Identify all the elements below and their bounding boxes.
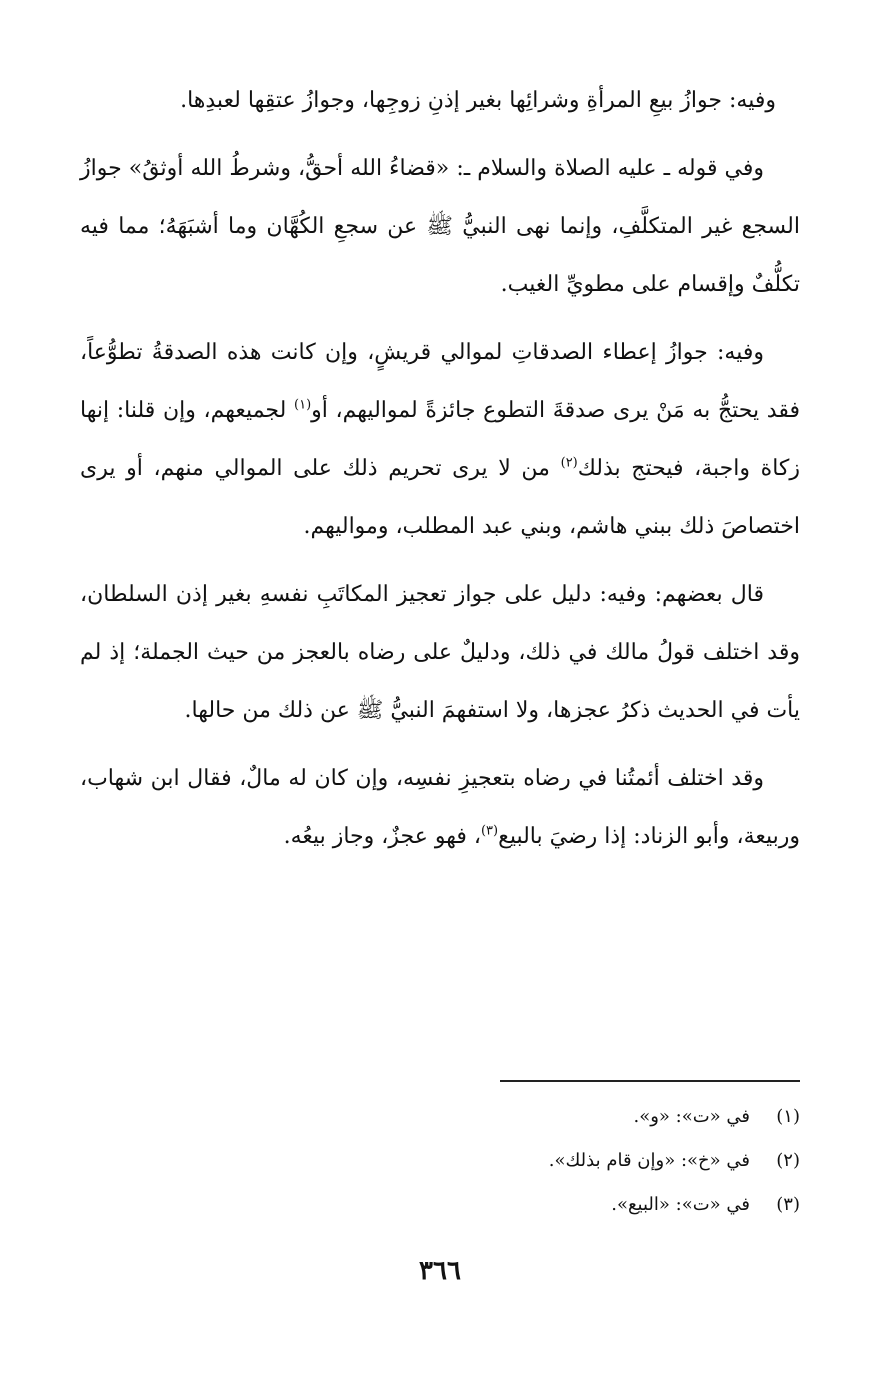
paragraph-3 (80, 324, 800, 556)
paragraph-3-part-2: لجميعهم، وإن قلنا: إنها زكاة واجبة، فيحتج بذلك (80, 398, 800, 481)
book-page (80, 0, 800, 1389)
main-text (80, 72, 800, 876)
footnote-ref-3: (٣) (480, 823, 499, 839)
footnotes (80, 1095, 800, 1227)
paragraph-4: قال بعضهم: وفيه: دليل على جواز تعجيز المكاتَبِ نفسهِ بغير إذن السلطان، وقد اختلف قولُ مالك في ذلك، ودليلٌ على رضاه بالعجز من حيث الجملة؛ إذ لم يأت في الحديث ذكرُ عجزها، ولا استفهمَ النبيُّ ﷺ عن ذلك من حالها. (80, 582, 800, 723)
footnote-number: (٢) (776, 1150, 800, 1171)
paragraph-5 (80, 750, 800, 866)
paragraph-5-part-2: ، فهو عجزٌ، وجاز بيعُه. (283, 824, 481, 849)
footnote-3 (80, 1183, 800, 1227)
footnote-ref-2: (٢) (560, 455, 578, 471)
page-number: ٣٦٦ (419, 1256, 461, 1286)
footnote-number: (١) (776, 1106, 800, 1127)
footnote-divider (500, 1080, 800, 1082)
footnote-number: (٣) (776, 1194, 800, 1215)
footnote-text: في «ت»: «و». (633, 1106, 750, 1127)
paragraph-2: وفي قوله ـ عليه الصلاة والسلام ـ: «قضاءُ الله أحقُّ، وشرطُ الله أوثقُ» جوازُ السجع غير المتكلَّفِ، وإنما نهى النبيُّ ﷺ عن سجعِ الكُهَّان وما أشبَهَهُ؛ مما فيه تكلُّفٌ وإقسام على مطويِّ الغيب. (80, 156, 800, 297)
footnote-ref-1: (١) (294, 397, 312, 413)
paragraph-3-part-1: وفيه: جوازُ إعطاء الصدقاتِ لموالي قريشٍ، وإن كانت هذه الصدقةُ تطوُّعاً، فقد يحتجُّ به مَنْ يرى صدقةَ التطوع جائزةً لمواليهم، أو (80, 340, 800, 423)
footnote-2 (80, 1139, 800, 1183)
footnote-text: في «خ»: «وإن قام بذلك». (548, 1150, 750, 1171)
footnote-text: في «ت»: «البيع». (611, 1194, 750, 1215)
paragraph-5-part-1: وقد اختلف أئمتُنا في رضاه بتعجيزِ نفسِه، وإن كان له مالٌ، فقال ابن شهاب، وربيعة، وأبو الزناد: إذا رضيَ بالبيع (80, 766, 800, 849)
footnote-1 (80, 1095, 800, 1139)
paragraph-3-part-3: من لا يرى تحريم ذلك على الموالي منهم، أو يرى اختصاصَ ذلك ببني هاشم، وبني عبد المطلب، ومواليهم. (80, 456, 800, 539)
paragraph-1: وفيه: جوازُ بيعِ المرأةِ وشرائِها بغير إذنِ زوجِها، وجوازُ عتقِها لعبدِها. (180, 88, 776, 113)
